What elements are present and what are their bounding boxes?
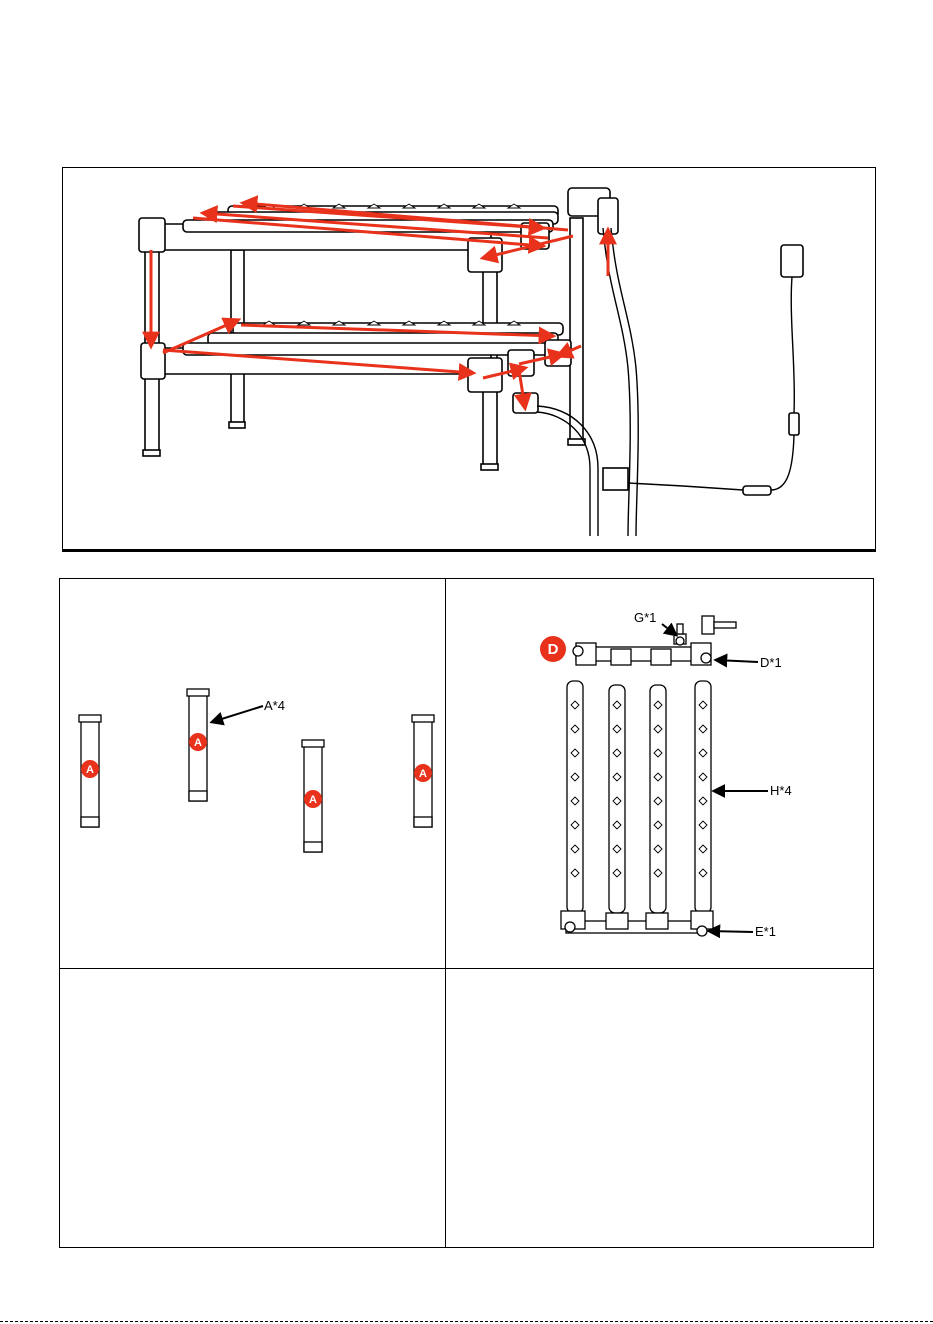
panel-empty-right xyxy=(446,969,874,1247)
callout-h-label: H*4 xyxy=(770,783,792,798)
callout-arrow-g xyxy=(662,624,676,635)
rack-illustration xyxy=(63,168,875,550)
panel-empty-left xyxy=(60,969,445,1247)
callout-arrow xyxy=(212,706,263,722)
svg-text:D: D xyxy=(547,641,559,658)
svg-text:A: A xyxy=(194,737,202,749)
manifold-e xyxy=(561,911,713,936)
svg-text:A: A xyxy=(309,794,317,806)
svg-text:A: A xyxy=(86,764,94,776)
callout-d-label: D*1 xyxy=(760,655,782,670)
callout-a-label: A*4 xyxy=(264,698,285,713)
callout-e-label: E*1 xyxy=(755,924,776,939)
parts-grid xyxy=(59,578,874,1248)
svg-text:A: A xyxy=(419,768,427,780)
panel-parts-a xyxy=(60,579,445,968)
manifold-d xyxy=(573,643,711,665)
plug-part xyxy=(702,616,736,634)
callout-g-label: G*1 xyxy=(634,610,657,625)
panel-parts-dgeh xyxy=(446,579,874,968)
badge-d xyxy=(540,636,566,662)
rack-frame xyxy=(139,188,803,495)
callout-arrow-d xyxy=(716,660,758,662)
callout-arrow-e xyxy=(709,931,753,932)
tube-holes xyxy=(571,701,707,877)
badge-a xyxy=(81,733,432,808)
assembled-rack-figure xyxy=(62,167,876,552)
